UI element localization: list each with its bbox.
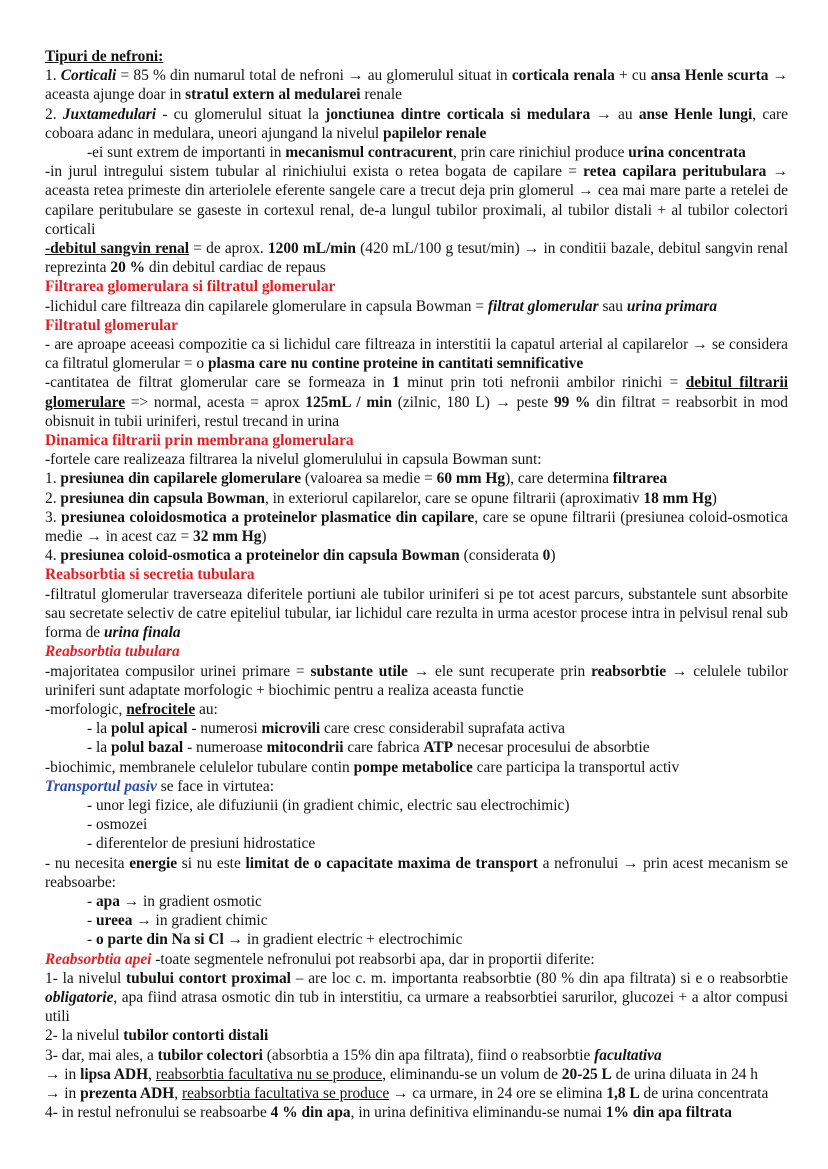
text-run: substante utile xyxy=(310,662,408,680)
text-run: → in gradient osmotic xyxy=(119,892,262,910)
text-run: presiunea din capilarele glomerulare xyxy=(60,470,302,488)
text-run: necesar procesului de absorbtie xyxy=(453,739,650,757)
sub-item xyxy=(45,719,788,738)
text-run: - la xyxy=(87,720,111,738)
text-run: , in exteriorul capilarelor, care se opune filtrarii (aproximativ xyxy=(264,489,644,507)
text-run: – are loc c. m. importanta reabsorbtie (80 % din apa filtrata) si e o reabsorbtie xyxy=(290,969,788,987)
text-run: o parte din Na si Cl xyxy=(95,931,224,949)
text-run: 32 mm Hg xyxy=(193,528,262,546)
text-run: → au xyxy=(590,105,639,123)
text-run: 4 % din apa xyxy=(270,1104,351,1122)
paragraph xyxy=(45,1026,788,1045)
paragraph xyxy=(45,489,788,508)
text-run: - numeroase xyxy=(183,739,267,757)
paragraph xyxy=(45,66,788,104)
paragraph xyxy=(45,335,788,373)
paragraph xyxy=(45,950,788,969)
text-run: Transportul pasiv xyxy=(45,777,157,795)
paragraph xyxy=(45,777,788,796)
text-run: sau xyxy=(598,297,627,315)
paragraph xyxy=(45,969,788,1027)
sub-item xyxy=(45,143,788,162)
text-run: reabsorbtie xyxy=(591,662,667,680)
text-run: reabsorbtia facultativa nu se produce xyxy=(155,1065,383,1083)
text-run: care participa la transportul activ xyxy=(472,758,680,776)
text-run: , care coboara adanc in medulara, uneori ajungand la nivelul xyxy=(45,105,788,142)
text-run: obligatorie xyxy=(45,988,114,1006)
text-run: 1- la nivelul xyxy=(45,969,127,987)
paragraph xyxy=(45,758,788,777)
text-run: Reabsorbtia apei xyxy=(45,950,152,968)
text-run: reabsorbtia facultativa se produce xyxy=(181,1084,390,1102)
text-run: presiunea din capsula Bowman xyxy=(60,489,265,507)
text-run: (considerata xyxy=(459,547,543,565)
text-run: => normal, acesta = aprox xyxy=(125,393,306,411)
text-run: Filtrarea glomerulara si filtratul glomerular xyxy=(45,278,336,296)
text-run: lipsa ADH xyxy=(80,1065,149,1083)
section-heading xyxy=(45,642,788,661)
section-heading xyxy=(45,277,788,296)
text-run: 0 xyxy=(542,547,551,565)
paragraph xyxy=(45,546,788,565)
text-run: 2. xyxy=(45,105,63,123)
sub-item xyxy=(45,892,788,911)
text-run: 125mL / min xyxy=(305,393,392,411)
paragraph xyxy=(45,1065,788,1084)
text-run: apa xyxy=(95,892,120,910)
text-run: Tipuri de nefroni: xyxy=(45,48,164,65)
text-run: - la xyxy=(87,739,111,757)
text-run: ), care determina xyxy=(505,470,613,488)
section-heading xyxy=(45,565,788,584)
text-run: - cu glomerulul situat la xyxy=(156,105,326,123)
text-run: tubilor colectori xyxy=(157,1046,263,1064)
text-run: mecanismul contracurent xyxy=(285,144,454,162)
text-run: 3- dar, mai ales, a xyxy=(45,1046,158,1064)
text-run: ansa Henle scurta xyxy=(650,67,769,85)
text-run: jonctiunea dintre corticala si medulara xyxy=(325,105,591,123)
text-run: minut prin toti nefronii ambilor rinichi = xyxy=(399,374,686,392)
text-run: , xyxy=(148,1065,156,1083)
text-run: Filtratul glomerular xyxy=(45,316,178,334)
text-run: care fabrica xyxy=(343,739,424,757)
sub-item xyxy=(45,834,788,853)
text-run: -biochimic, membranele celulelor tubulare contin xyxy=(45,758,354,776)
text-run: - xyxy=(87,892,96,910)
text-run: 20 % xyxy=(110,259,146,277)
sub-item xyxy=(45,738,788,757)
text-run: presiunea coloidosmotica a proteinelor plasmatice din capilare xyxy=(61,508,475,526)
text-run: → aceasta ajunge doar in xyxy=(45,67,789,104)
text-run: nefrocitele xyxy=(126,700,196,718)
paragraph xyxy=(45,1103,788,1122)
text-run: 99 % xyxy=(553,393,591,411)
text-run: ATP xyxy=(423,739,454,757)
text-run: 4- in restul nefronului se reabsoarbe xyxy=(45,1104,271,1122)
text-run: + cu xyxy=(614,67,651,85)
text-run: ) xyxy=(261,528,267,546)
text-run: - unor legi fizice, ale difuziunii (in gradient chimic, electric sau electrochimic) xyxy=(87,796,570,814)
text-run: 4. xyxy=(45,547,61,565)
text-run: stratul extern al medularei xyxy=(185,86,361,104)
text-run: 18 mm Hg xyxy=(643,489,712,507)
text-run: - xyxy=(87,912,96,930)
text-run: 1200 mL/min xyxy=(267,240,356,258)
text-run: mitocondrii xyxy=(266,739,344,757)
text-run: polul apical xyxy=(110,720,188,738)
text-run: 2- la nivelul xyxy=(45,1027,124,1045)
text-run: energie xyxy=(129,854,178,872)
text-run: 2. xyxy=(45,489,61,507)
text-run: - are aproape aceeasi compozitie ca si lichidul care filtreaza in interstitii la capatul arterial al capilarelor → se considera ca filtratul glomerular = o xyxy=(45,336,788,373)
text-run: 1,8 L xyxy=(606,1084,640,1102)
text-run: -filtratul glomerular traverseaza diferitele portiuni ale tubilor uriniferi si pe tot acest parcurs, substantele sunt absorbite sau secretate selectiv de catre epiteliul tubular, iar lichidul care rezulta in urma acestor procese intra in pelvisul renal sub forma de xyxy=(45,585,788,642)
text-run: (absorbtia a 15% din apa filtrata), fiind o reabsorbtie xyxy=(262,1046,595,1064)
text-run: 1% din apa filtrata xyxy=(605,1104,732,1122)
text-run: , prin care rinichiul produce xyxy=(453,144,629,162)
text-run: renale xyxy=(360,86,402,104)
text-run: - numerosi xyxy=(187,720,262,738)
text-run: Corticali xyxy=(60,67,117,85)
text-run: de urina concentrata xyxy=(639,1084,769,1102)
sub-item xyxy=(45,911,788,930)
text-run: care cresc considerabil suprafata activa xyxy=(320,720,565,738)
text-run: facultativa xyxy=(594,1046,662,1064)
text-run: ) xyxy=(711,489,717,507)
text-run: -toate segmentele nefronului pot reabsorbi apa, dar in proportii diferite: xyxy=(151,950,595,968)
text-run: 1 xyxy=(392,374,400,392)
text-run: ureea xyxy=(95,912,133,930)
text-run: tubilor contorti distali xyxy=(123,1027,269,1045)
text-run: 1. xyxy=(45,470,61,488)
paragraph xyxy=(45,508,788,546)
text-run: - xyxy=(87,931,96,949)
doc-title xyxy=(45,47,788,66)
paragraph xyxy=(45,585,788,643)
text-run: -majoritatea compusilor urinei primare = xyxy=(45,662,311,680)
text-run: , xyxy=(174,1084,182,1102)
text-run: -in jurul intregului sistem tubular al rinichiului exista o retea bogata de capilare = xyxy=(45,163,584,181)
text-run: 60 mm Hg xyxy=(436,470,506,488)
text-run: → in xyxy=(45,1084,81,1102)
text-run: - nu necesita xyxy=(45,854,130,872)
text-run: 1. xyxy=(45,67,61,85)
text-run: polul bazal xyxy=(110,739,184,757)
sub-item xyxy=(45,796,788,815)
text-run: urina concentrata xyxy=(628,144,746,162)
text-run: -fortele care realizeaza filtrarea la nivelul glomerulului in capsula Bowman sunt: xyxy=(45,451,542,469)
text-run: , apa fiind atrasa osmotic din tub in interstitiu, ca urmare a reabsorbtiei sarurilor, glucozei + a altor compusi utili xyxy=(45,988,788,1026)
paragraph xyxy=(45,297,788,316)
text-run: , eliminandu-se un volum de xyxy=(382,1065,562,1083)
section-heading xyxy=(45,431,788,450)
paragraph xyxy=(45,1046,788,1065)
paragraph xyxy=(45,105,788,143)
text-run: au: xyxy=(195,700,218,718)
paragraph xyxy=(45,854,788,892)
paragraph xyxy=(45,700,788,719)
text-run: Juxtamedulari xyxy=(62,105,157,123)
text-run: → in xyxy=(45,1065,81,1083)
text-run: , care se opune filtrarii (presiunea coloid-osmotica medie → in acest caz = xyxy=(45,508,789,546)
paragraph xyxy=(45,162,788,239)
text-run: → celulele tubilor uriniferi sunt adaptate morfologic + biochimic pentru a realiza aceasta functie xyxy=(45,662,788,699)
text-run: 3. xyxy=(45,508,62,526)
text-run: -ei sunt extrem de importanti in xyxy=(87,144,286,162)
text-run: a nefronului → prin acest mecanism se reabsoarbe: xyxy=(45,854,788,891)
paragraph xyxy=(45,239,788,277)
sub-item xyxy=(45,930,788,949)
sub-item xyxy=(45,815,788,834)
text-run: de urina diluata in 24 h xyxy=(611,1065,759,1083)
text-run: pompe metabolice xyxy=(353,758,473,776)
text-run: , in urina definitiva eliminandu-se numai xyxy=(350,1104,606,1122)
text-run: plasma care nu contine proteine in cantitati semnificative xyxy=(207,355,584,373)
text-run: filtrat glomerular xyxy=(487,297,599,315)
text-run: tubului contort proximal xyxy=(126,969,291,987)
text-run: retea capilara peritubulara xyxy=(583,163,767,181)
text-run: din debitul cardiac de repaus xyxy=(145,259,326,277)
text-run: -cantitatea de filtrat glomerular care se formeaza in xyxy=(45,374,393,392)
text-run: microvili xyxy=(261,720,321,738)
text-run: Reabsorbtia tubulara xyxy=(45,643,180,661)
text-run: Dinamica filtrarii prin membrana glomerulara xyxy=(45,432,354,450)
text-run: → aceasta retea primeste din arteriolele eferente sangele care a trecut deja prin glomerul → cea mai mare parte a retelei de capilare peritubulare se gaseste in cortexul renal, de-a lungul tubilor proximali, al tubilor distali + al tubilor colectori corticali xyxy=(45,163,788,238)
text-run: (420 mL/100 g tesut/min) → in conditii bazale, debitul sangvin renal reprezinta xyxy=(45,240,788,277)
text-run: limitat de o capacitate maxima de transport xyxy=(245,854,538,872)
text-run: urina primara xyxy=(626,297,718,315)
text-run: se face in virtutea: xyxy=(156,777,274,795)
text-run: -morfologic, xyxy=(45,700,127,718)
text-run: papilelor renale xyxy=(383,124,487,142)
text-run: (zilnic, 180 L) → peste xyxy=(392,393,554,411)
paragraph xyxy=(45,450,788,469)
text-run: -lichidul care filtreaza din capilarele glomerulare in capsula Bowman = xyxy=(45,297,488,315)
text-run: urina finala xyxy=(103,624,181,642)
paragraph xyxy=(45,1084,788,1103)
text-run: → in gradient chimic xyxy=(132,912,268,930)
section-heading xyxy=(45,316,788,335)
text-run: = de aprox. xyxy=(189,240,268,258)
text-run: filtrarea xyxy=(612,470,668,488)
text-run: debitul filtrarii glomerulare xyxy=(45,374,788,411)
text-run: si nu este xyxy=(177,854,246,872)
text-run: Reabsorbtia si secretia tubulara xyxy=(45,566,255,584)
text-run: - osmozei xyxy=(87,816,148,834)
text-run: → ele sunt recuperate prin xyxy=(407,662,592,680)
text-run: anse Henle lungi xyxy=(638,105,753,123)
paragraph xyxy=(45,662,788,700)
text-run: (valoarea sa medie = xyxy=(301,470,437,488)
text-run: prezenta ADH xyxy=(80,1084,175,1102)
paragraph xyxy=(45,469,788,488)
text-run: -debitul sangvin renal xyxy=(45,240,190,258)
text-run: = 85 % din numarul total de nefroni → au glomerulul situat in xyxy=(116,67,512,85)
text-run: → in gradient electric + electrochimic xyxy=(223,931,463,949)
paragraph xyxy=(45,373,788,431)
text-run: din filtrat = reabsorbit in mod obisnuit in tubii uriniferi, restul trecand in urina xyxy=(45,393,789,430)
text-run: 20-25 L xyxy=(561,1065,612,1083)
text-run: → ca urmare, in 24 ore se elimina xyxy=(389,1084,607,1102)
text-run: corticala renala xyxy=(511,67,615,85)
text-run: - diferentelor de presiuni hidrostatice xyxy=(87,835,316,853)
text-run: ) xyxy=(550,547,556,565)
text-run: presiunea coloid-osmotica a proteinelor din capsula Bowman xyxy=(60,547,460,565)
